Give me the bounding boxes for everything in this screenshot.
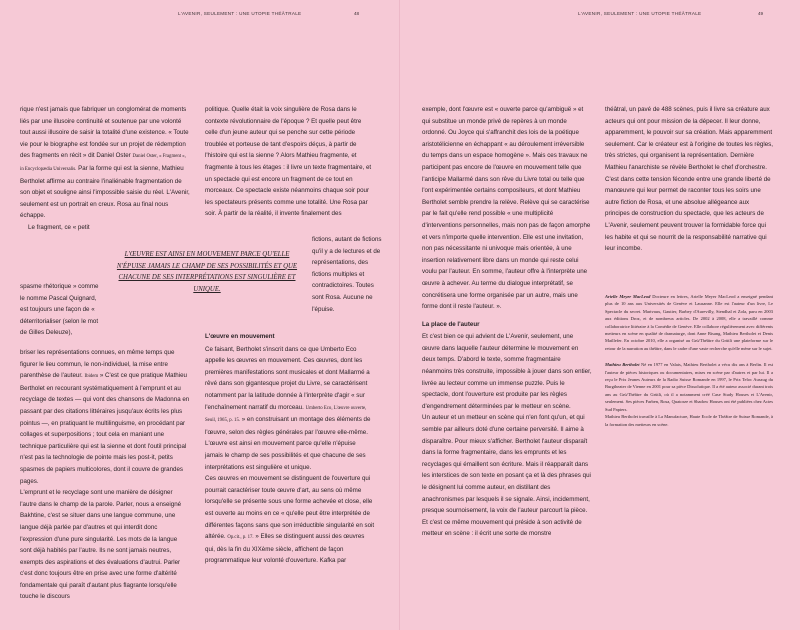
pull-quote xyxy=(112,249,302,295)
right-running-head: L'AVENIR, SEULEMENT : UNE UTOPIE THÉÂTRALE xyxy=(578,11,702,16)
author-bios xyxy=(605,293,773,437)
paragraph: Ce faisant, Bertholet s'inscrit dans ce que Umberto Eco appelle les œuvres en mouvement. Ces œuvres, dont les premières manifestations sont musicales et dont Mallarmé a rêvé dans son gigantesque projet du Livre, se caractérisent notamment par la latitude donnée à l'interprète d'agir « sur l'enchaînement narratif du morceau. Umberto Eco, L'œuvre ouverte, Seuil, 1965, p. 15. » en construisant un montage des éléments de l'œuvre, selon des règles générales par l'œuvre elle-même. L'œuvre est ainsi en mouvement parce qu'elle n'épuise jamais le champ de ses possibilités et que chacune de ses interprétations est singulière et unique. xyxy=(205,345,371,471)
bio-mathieu: Mathieu Bertholet Né en 1977 en Valais, Mathieu Bertholet a vécu dix ans à Berlin. Il est l'auteur de pièces historiques ou documentaires, mises en scène par d'autres et par lui. Il a reçu le Prix Jeunes Auteurs de la Radio Suisse Romande en 1997, le Prix Teloc Auszug du Burgtheater de Vienne en 2001 pour sa pièce Dissolutique. Il a été auteur associé durant trois ans au Grü/Théâtre du Grütli, où il a notamment créé Case Study Houses et L'Avenir, seulement. Ses pièces Farben, Rosa, Quatorze et Shadow Houses ont été publiées chez Actes Sud Papiers. xyxy=(605,362,773,412)
footnote-ref: Op.cit., p. 17. xyxy=(227,535,254,541)
section-heading: L'œuvre en mouvement xyxy=(205,333,275,340)
left-running-head: L'AVENIR, SEULEMENT : UNE UTOPIE THÉÂTRALE xyxy=(178,11,302,16)
left-column-2-bottom xyxy=(205,325,375,567)
paragraph: exemple, dont l'œuvre est « ouverte parce qu'ambiguë » et qui substitue un monde privé de repères à un monde ordonné. Ou Joyce qui s'affranchit des lois de la poétique aristotélicienne en échappant « au déroulement irréversible du temps dans un espace homogène ». Mais ces travaux ne participent pas encore de l'œuvre en mouvement telle que l'anticipe Mallarmé dans son rêve du Livre total ou telle que l'ont expérimentée certains compositeurs, et dont Mathieu Bertholet semble prendre la relève. Relève qui se caractérise par le fait qu'elle rend possible « une multiplicité d'interventions personnelles, mais non pas de façon amorphe et vers n'importe quelle intervention. Elle est une invitation, non pas nécessitante ni univoque mais orientée, à une insertion relativement libre dans un monde qui reste celui voulu par l'auteur. En somme, l'auteur offre à l'interprète une œuvre à achever. Au terme du dialogue interprétatif, se concrétisera une forme organisée par un autre, mais une forme dont il reste l'auteur. ». xyxy=(422,106,591,311)
paragraph: briser les représentations connues, en même temps que figurer le lieu commun, le non-individuel, la mise entre parenthèse de l'auteur. Ibidem » C'est ce que pratique Mathieu Bertholet en recourant systématiquement à l'emprunt et au recyclage de textes — qui vont des chansons de Madonna en passant par des citations littéraires jusqu'aux écrits les plus pointus —, en pratiquant le multilinguisme, en procédant par collages et superpositions ; tout cela en maniant une technique particulière qui est la sienne et dont l'outil principal n'est pas la technologie de pointe mais les post-it, petits spasmes de papiers multicolores, dont il couvre de grandes pages. xyxy=(20,349,190,485)
pull-quote-text: L'ŒUVRE EST AINSI EN MOUVEMENT PARCE QU'ELLE N'ÉPUISE JAMAIS LE CHAMP DE SES POSSIBILITÉS ET QUE CHACUNE DE SES INTERPRÉTATIONS EST SINGULIÈRE ET UNIQUE. xyxy=(116,251,298,293)
bio-arielle: Arielle Meyer MacLeod Docteure en lettres, Arielle Meyer MacLeod a enseigné pendant plus de 10 ans aux Universités de Genève et Lausanne. Elle est l'auteur d'un livre, Le Spectacle du secret. Marivaux, Gautier, Barbey d'Aurevilly, Stendhal et Zola, paru en 2003 aux éditions Droz, et de nombreux articles. De 2002 à 2008, elle a travaillé comme collaboratrice littéraire à la Comédie de Genève. Elle collabore régulièrement avec différents metteurs en scène en qualité de dramaturge, dont Anne Bisang, Mathieu Bertholet et Denis Maillefer. En octobre 2010, elle a organisé au Grü/Théâtre du Grütli une plateforme sur le retour de la narration au théâtre, dans le cadre d'une vaste recherche qu'elle mène sur le sujet. xyxy=(605,294,773,351)
bio-mathieu-2: Mathieu Bertholet travaille à La Manufacture, Haute Ecole de Théâtre de Suisse Romande, à la formation des metteurs en scène. xyxy=(605,414,773,427)
bio-name: Mathieu Bertholet xyxy=(605,362,640,368)
paragraph: politique. Quelle était la voix singulière de Rosa dans le contexte révolutionnaire de l'époque ? Et quelle peut être celle d'un jeune auteur qui se penche sur cette période troublée et porteuse de tant d'espoirs déçus, à partir de l'histoire qui est la sienne ? Alors Mathieu fragmente, et fragmente à tous les étages : il livre un texte fragmentaire, et un spectacle qui est encore un fragment de ce tout en morceaux. Ce spectacle existe néanmoins chaque soir pour les spectateurs présents comme une totalité. Une Rosa par soir. À partir de la réalité, il invente finalement des xyxy=(205,106,372,218)
left-column-1 xyxy=(20,104,190,234)
left-folio: 48 xyxy=(354,11,360,16)
left-column-1-bottom xyxy=(20,347,190,603)
paragraph: L'emprunt et le recyclage sont une manière de désigner l'autre dans le champ de la parole. Parler, nous a enseigné Bakhtine, c'est se situer dans une langue commune, une langue déjà parlée par d'autres et qui interdit donc l'expression d'une pure singularité. Les mots de la langue sont déjà habités par l'autre. Ils ne sont jamais neutres, exempts des aspirations et des évaluations d'autrui. Parler c'est donc toujours être en prise avec une forme d'altérité fondamentale qui paraît d'autant plus flagrante lorsqu'elle touche le discours xyxy=(20,489,182,601)
paragraph: Ces œuvres en mouvement se distinguent de l'ouverture qui pourrait caractériser toute œuvre d'art, au sens où même lorsqu'elle se présente sous une forme achevée et close, elle est ouverte au moins en ce « qu'elle peut être interprétée de différentes façons sans que son irréductible singularité en soit altérée. Op.cit., p. 17. » Elles se distinguent aussi des œuvres qui, dès la fin du XIXème siècle, affichent de façon programmatique leur volonté d'ouverture. Kafka par xyxy=(205,475,375,565)
right-column-2 xyxy=(605,104,775,255)
paragraph: rique n'est jamais que fabriquer un conglomérat de moments liés par une illusoire continuité et soutenue par une volonté tout aussi illusoire de saisir la totalité d'une existence. « Toute vie pour le biographe est fondée sur un projet de rédemption des fragments en récit » dit Daniel Oster Daniel Oster, « Fragment », in Encyclopædia Universalis. Par la forme qui est la sienne, Mathieu Bertholet affirme au contraire l'inaliénable fragmentation de son objet et souligne ainsi l'impossible saisie du réel. L'Avenir, seulement est un portrait en creux. Rosa au final nous échappe. xyxy=(20,106,190,220)
footnote-ref: Umberto Eco, L'œuvre ouverte, Seuil, 1965, p. 15. xyxy=(205,405,367,424)
paragraph: théâtral, un pavé de 488 scènes, puis il livre sa créature aux acteurs qui ont pour mission de la dépecer. Il leur donne, apparemment, le pouvoir sur sa création. Mais apparemment seulement. Car le créateur est à l'origine de toutes les règles, très strictes, qui organisent la représentation. Dernière Mathieu l'anarchiste se révèle Bertholet le chef d'orchestre. xyxy=(605,106,773,171)
paragraph: C'est dans cette tension féconde entre une grande liberté de manœuvre qui leur permet de raconter tous les soirs une autre fiction de Rosa, et une absolue allégeance aux principes de construction du spectacle, que les acteurs de L'Avenir, seulement peuvent trouver la formidable force qui les habite et qui se nourrit de la responsabilité narrative qui leur incombe. xyxy=(605,175,771,253)
paragraph: Et c'est ce même mouvement qui préside à son activité de metteur en scène : il écrit une sorte de monstre xyxy=(422,518,582,538)
paragraph: Un auteur et un metteur en scène qui n'en font qu'un, et qui semble par ailleurs doté d'une certaine perversité. Il aime à disparaître. Pour mieux s'afficher. Bertholet l'auteur disparaît dans la forme fragmentaire, dans les emprunts et les recyclages qui émaillent son écriture. Mais il réapparaît dans les interstices de son texte en posant ça et là des phrases qui le désignent lui comme auteur, en distillant des anachronismes par lesquels il se signale. Ainsi, incidemment, presque sournoisement, la voix de l'auteur parcourt la pièce. xyxy=(422,414,591,515)
right-column-1 xyxy=(422,104,592,540)
left-column-2 xyxy=(205,104,375,220)
left-column-2-mid: fictions, autant de fictions qu'il y a de lectures et de représentations, des fictions multiples et contradictoires. Toutes sont Rosa. Aucune ne l'épuise. xyxy=(312,236,382,313)
footnote-ref: Daniel Oster, « Fragment », in Encyclopædia Universalis. xyxy=(20,154,186,172)
paragraph: Le fragment, ce « petit xyxy=(28,223,90,231)
bio-name: Arielle Meyer MacLeod xyxy=(605,294,651,299)
right-folio: 49 xyxy=(758,11,764,16)
section-heading: La place de l'auteur xyxy=(422,320,480,328)
left-column-1-mid: spasme rhétorique » comme le nomme Pascal Quignard, est toujours une façon de « déterritorialiser (selon le mot de Gilles Deleuze), xyxy=(20,283,99,337)
paragraph: Et c'est bien ce qui advient de L'Avenir, seulement, une œuvre dans laquelle l'auteur détermine le mouvement en deux temps. D'abord le texte, somme fragmentaire néanmoins très construite, impossible à jouer dans son entier, livrée au lecteur comme un immense puzzle. Puis le spectacle, dont l'ouverture est produite par les règles d'engendrement déterminées par le metteur en scène. xyxy=(422,333,592,410)
footnote-ref: Ibidem xyxy=(84,374,99,380)
